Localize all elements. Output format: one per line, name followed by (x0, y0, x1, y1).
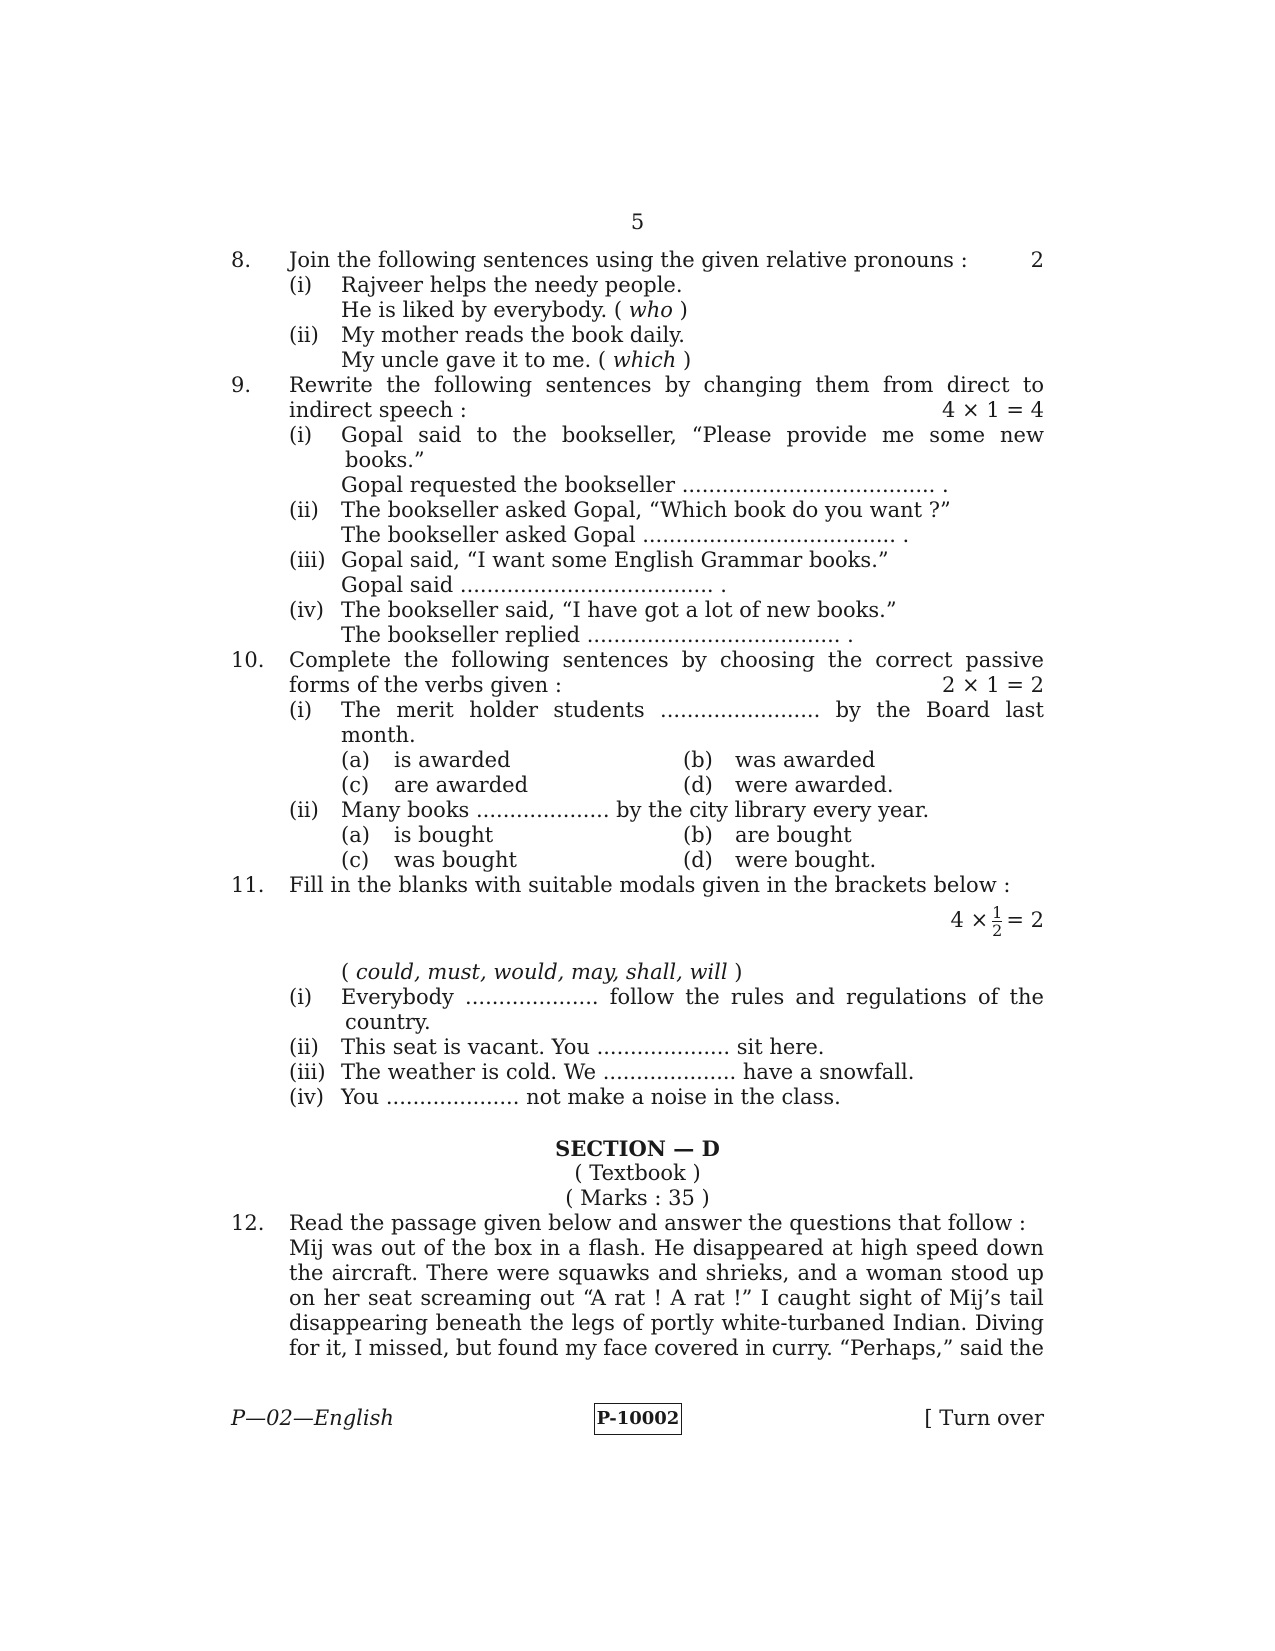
q9-item-label: (iii) (289, 548, 326, 572)
q9-item-sentence: The bookseller said, “I have got a lot of new books.” (341, 598, 897, 622)
q9-item-label: (iv) (289, 598, 324, 622)
q9-number: 9. (231, 373, 252, 397)
q9-item-answer: The bookseller replied ...................................... . (341, 623, 854, 647)
passage-line: for it, I missed, but found my face covered in curry. “Perhaps,” said the (289, 1336, 1044, 1360)
option-label: (a) (341, 823, 370, 847)
modal-options: ( could, must, would, may, shall, will ) (341, 960, 743, 984)
q8-item-sentence: My uncle gave it to me. ( which ) (341, 348, 692, 372)
passage-line: on her seat screaming out “A rat ! A rat !” I caught sight of Mij’s tail (289, 1286, 1044, 1310)
passage-line: Mij was out of the box in a flash. He disappeared at high speed down (289, 1236, 1044, 1260)
q11-marks: 4 × $\frac{1}{2}$ = 2 (950, 903, 1044, 940)
footer-paper-id: P—02—English (231, 1406, 394, 1430)
q10-question: Complete the following sentences by choosing the correct passive (289, 648, 1044, 672)
q10-question-cont: forms of the verbs given : (289, 673, 562, 697)
option-text: was bought (394, 848, 517, 872)
option-label: (b) (683, 823, 713, 847)
q9-item-answer: Gopal requested the bookseller ...................................... . (341, 473, 949, 497)
option-text: are bought (735, 823, 852, 847)
q10-number: 10. (231, 648, 265, 672)
fraction: $\frac{1}{2}$ (992, 903, 1003, 940)
q9-item-label: (ii) (289, 498, 319, 522)
page-number: 5 (630, 210, 645, 234)
q12-question: Read the passage given below and answer the questions that follow : (289, 1211, 1026, 1235)
q11-item-label: (ii) (289, 1035, 319, 1059)
q9-item-sentence: Gopal said, “I want some English Grammar books.” (341, 548, 889, 572)
q9-question-cont: indirect speech : (289, 398, 467, 422)
q11-item-label: (iii) (289, 1060, 326, 1084)
option-label: (c) (341, 773, 370, 797)
passage-line: the aircraft. There were squawks and shrieks, and a woman stood up (289, 1261, 1044, 1285)
q8-item-label: (ii) (289, 323, 319, 347)
passage-line: disappearing beneath the legs of portly white-turbaned Indian. Diving (289, 1311, 1044, 1335)
relative-pronoun: who (628, 298, 673, 322)
option-text: is awarded (394, 748, 511, 772)
option-label: (d) (683, 848, 713, 872)
q8-item-label: (i) (289, 273, 313, 297)
option-text: are awarded (394, 773, 529, 797)
relative-pronoun: which (612, 348, 677, 372)
q12-number: 12. (231, 1211, 265, 1235)
q10-item-sentence: Many books .................... by the city library every year. (341, 798, 930, 822)
option-label: (d) (683, 773, 713, 797)
option-text: is bought (394, 823, 494, 847)
section-marks: ( Marks : 35 ) (565, 1186, 710, 1210)
q8-item-sentence: My mother reads the book daily. (341, 323, 685, 347)
paper-code-box: P-10002 (594, 1403, 682, 1435)
q11-item-sentence-cont: country. (345, 1010, 431, 1034)
q10-item-sentence-cont: month. (341, 723, 416, 747)
q11-question: Fill in the blanks with suitable modals given in the brackets below : (289, 873, 1011, 897)
option-text: were awarded. (735, 773, 894, 797)
q8-question: Join the following sentences using the given relative pronouns : (289, 248, 968, 272)
q10-item-label: (i) (289, 698, 313, 722)
q11-item-label: (i) (289, 985, 313, 1009)
q11-item-sentence: You .................... not make a noise in the class. (341, 1085, 841, 1109)
q9-item-sentence: Gopal said to the bookseller, “Please provide me some new (341, 423, 1044, 447)
q8-item-sentence: Rajveer helps the needy people. (341, 273, 683, 297)
q9-item-answer: The bookseller asked Gopal ...................................... . (341, 523, 910, 547)
q9-item-sentence-cont: books.” (345, 448, 425, 472)
option-text: were bought. (735, 848, 877, 872)
q11-number: 11. (231, 873, 265, 897)
q9-question: Rewrite the following sentences by changing them from direct to (289, 373, 1044, 397)
q9-item-label: (i) (289, 423, 313, 447)
q11-item-sentence: This seat is vacant. You .................... sit here. (341, 1035, 825, 1059)
footer-turn-over: [ Turn over (924, 1406, 1044, 1430)
q10-marks: 2 × 1 = 2 (942, 673, 1044, 697)
q10-item-sentence: The merit holder students ........................ by the Board last (341, 698, 1044, 722)
section-subtitle: ( Textbook ) (574, 1161, 701, 1185)
option-label: (b) (683, 748, 713, 772)
q9-marks: 4 × 1 = 4 (942, 398, 1044, 422)
q11-item-sentence: The weather is cold. We .................... have a snowfall. (341, 1060, 915, 1084)
option-label: (c) (341, 848, 370, 872)
q10-item-label: (ii) (289, 798, 319, 822)
q11-item-label: (iv) (289, 1085, 324, 1109)
q11-item-sentence: Everybody .................... follow the rules and regulations of the (341, 985, 1044, 1009)
option-text: was awarded (735, 748, 876, 772)
q8-marks: 2 (1030, 248, 1044, 272)
q9-item-answer: Gopal said ...................................... . (341, 573, 727, 597)
q8-item-sentence: He is liked by everybody. ( who ) (341, 298, 688, 322)
q8-number: 8. (231, 248, 252, 272)
option-label: (a) (341, 748, 370, 772)
section-title: SECTION — D (555, 1136, 720, 1161)
q9-item-sentence: The bookseller asked Gopal, “Which book do you want ?” (341, 498, 951, 522)
